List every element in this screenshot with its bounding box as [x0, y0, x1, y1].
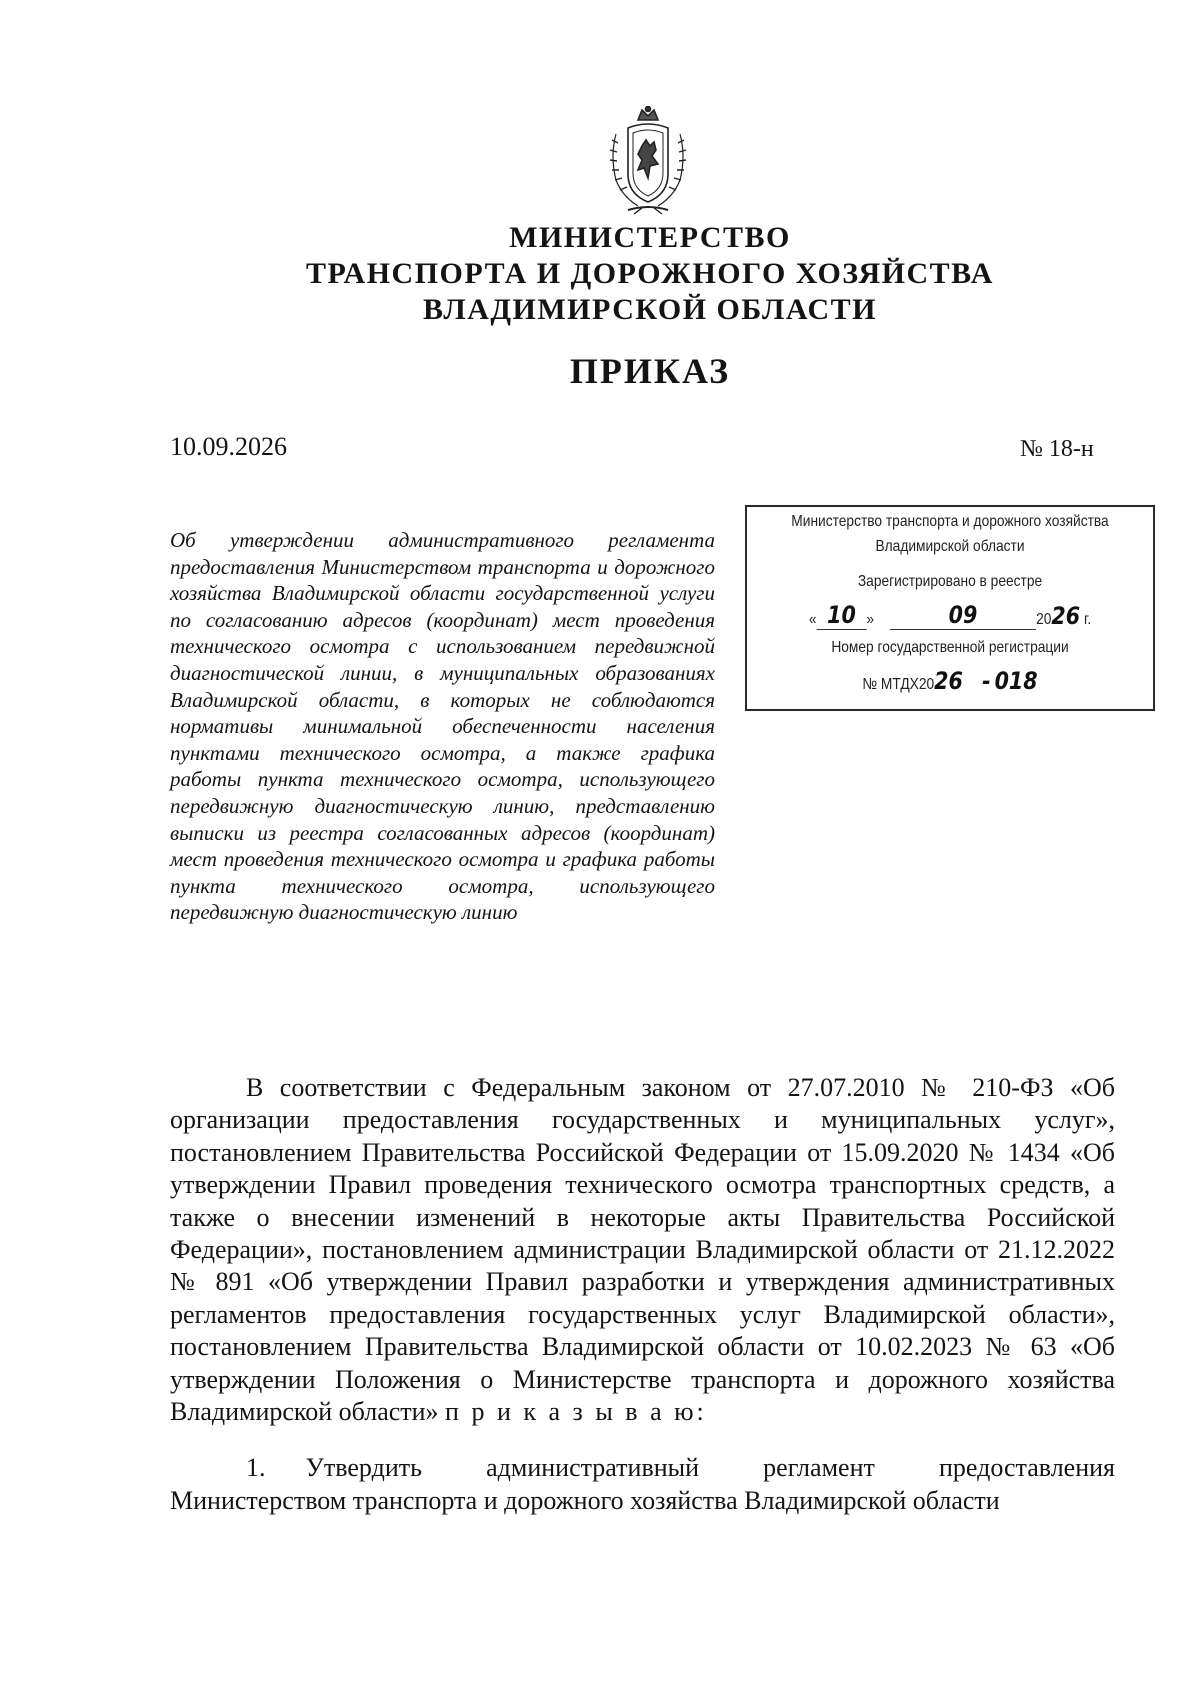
stamp-line-registered: Зарегистрировано в реестре: [857, 573, 1043, 590]
order-word: п р и к а з ы в а ю:: [445, 1397, 707, 1427]
document-body: [170, 1072, 1115, 1517]
document-type-title: ПРИКАЗ: [569, 351, 731, 391]
ministry-line-3: ВЛАДИМИРСКОЙ ОБЛАСТИ: [423, 293, 877, 326]
item-1-text: Утвердить административный регламент предоставления Министерством транспорта и дорожного хозяйства Владимирской области: [170, 1453, 1115, 1515]
stamp-line-region: Владимирской области: [875, 538, 1025, 555]
stamp-year-suffix: 26: [1051, 602, 1081, 630]
stamp-close-quote: »: [866, 611, 875, 628]
item-1-number: 1.: [246, 1453, 266, 1483]
stamp-reg-year: 26: [934, 667, 963, 695]
stamp-registration-date: [775, 601, 1124, 631]
registration-stamp: [745, 505, 1155, 711]
stamp-reg-dash: -: [982, 667, 991, 695]
stamp-line-reg-number-label: Номер государственной регистрации: [831, 639, 1069, 656]
preamble-paragraph: [170, 1072, 1115, 1428]
document-subject: Об утверждении административного регламента предоставления Министерством транспорта и дорожного хозяйства Владимирской области государственной услуги по согласованию адресов (координат) мест проведения технического осмотра с использованием передвижной диагностической линии, в муниципальных образованиях Владимирской области, в которых не соблюдаются нормативы минимальной обеспеченности населения пунктами технического осмотра, а также графика работы пункта технического осмотра, использующего передвижную диагностическую линию, представлению выписки из реестра согласованных адресов (координат) мест проведения технического осмотра и графика работы пункта технического осмотра, использующего передвижную диагностическую линию: [170, 528, 715, 925]
stamp-open-quote: «: [808, 611, 817, 628]
ministry-name: [300, 220, 1000, 328]
ministry-line-1: МИНИСТЕРСТВО: [509, 221, 791, 254]
stamp-year-abbrev: г.: [1083, 611, 1092, 628]
document-number: № 18-н: [1020, 436, 1094, 462]
coat-of-arms-icon: [598, 106, 698, 218]
stamp-reg-num: 018: [994, 667, 1038, 695]
preamble-text: В соответствии с Федеральным законом от 27.07.2010 № 210-ФЗ «Об организации предоставления государственных и муниципальных услуг», постановлением Правительства Российской Федерации от 15.09.2020 № 1434 «Об утверждении Правил проведения технического осмотра транспортных средств, а также о внесении изменений в некоторые акты Правительства Российской Федерации», постановлением администрации Владимирской области от 21.12.2022 № 891 «Об утверждении Правил разработки и утверждения административных регламентов предоставления государственных услуг Владимирской области», постановлением Правительства Владимирской области от 10.02.2023 № 63 «Об утверждении Положения о Министерстве транспорта и дорожного хозяйства Владимирской области»: [170, 1073, 1115, 1427]
ministry-line-2: ТРАНСПОРТА И ДОРОЖНОГО ХОЗЯЙСТВА: [306, 257, 994, 290]
stamp-day: 10: [817, 601, 867, 630]
stamp-year-prefix: 20: [1036, 611, 1052, 628]
stamp-reg-prefix: № МТДХ20: [862, 676, 935, 693]
document-date: 10.09.2026: [170, 432, 287, 461]
stamp-month: 09: [890, 601, 1036, 630]
order-item-1: [170, 1452, 1115, 1517]
stamp-line-ministry: Министерство транспорта и дорожного хозяйства: [791, 513, 1109, 530]
stamp-registration-number: [775, 667, 1124, 695]
